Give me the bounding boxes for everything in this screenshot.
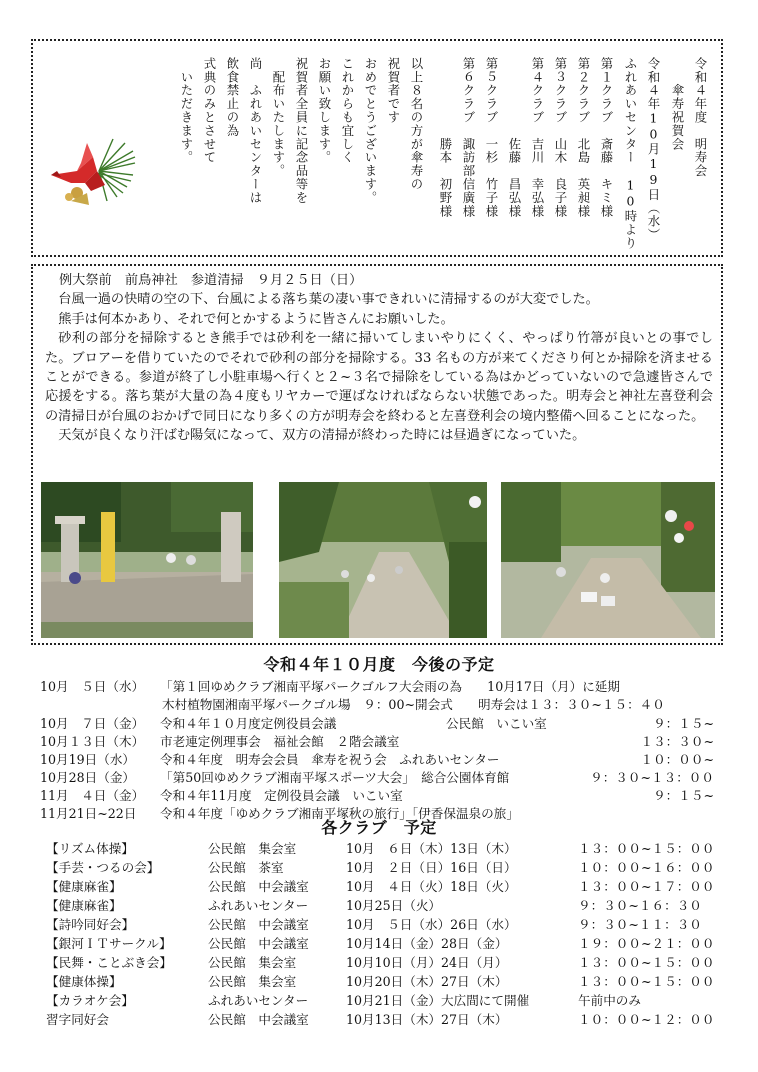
club-venue: 公民館 中会議室 [208,917,309,932]
notice-line: 第１クラブ 斎藤 キミ様 [599,57,614,218]
club-venue: 公民館 集会室 [208,841,297,856]
club-row [0,857,758,877]
club-time: １３：００~１５：００ [578,974,715,989]
schedule-date: 10月１３日（木） [40,734,145,749]
schedule-title: 令和４年１０月度 今後の予定 [263,655,495,674]
club-name: 【リズム体操】 [46,841,134,856]
schedule-time: ９：３０~１３：００ [590,770,714,785]
schedule-time: ９：１５~ [653,716,714,731]
club-row [0,838,758,858]
club-dates: 10月14日（金）28日（金） [346,936,508,951]
club-time: １３：００~１７：００ [578,879,715,894]
club-time: 午前中のみ [578,993,641,1008]
club-time: １３：００~１５：００ [578,955,715,970]
article-paragraph: 熊手は何本かあり、それで何とかするように皆さんにお願いした。 [58,311,454,327]
notice-line: 以上８名の方が傘寿の [409,57,424,191]
club-name: 【民舞・ことぶき会】 [46,955,172,970]
schedule-event: 令和４年11月度 定例役員会議 いこい室 [160,788,403,803]
club-dates: 10月 ２日（日）16日（日） [346,860,517,875]
club-venue: ふれあいセンター [208,993,309,1008]
notice-box [31,39,723,257]
club-row [0,971,758,991]
club-dates: 10月20日（木）27日（木） [346,974,508,989]
club-dates: 10月21日（金）大広間にて開催 [346,993,530,1008]
photo-path-sweeping [279,482,487,638]
club-dates: 10月 ６日（木）13日（木） [346,841,517,856]
notice-line: 第６クラブ 諏訪部信廣様 [461,57,476,218]
schedule-event: 「第１回ゆめクラブ湘南平塚パークゴルフ大会雨の為 10月17日（月）に延期 [160,679,620,694]
club-name: 【健康体操】 [46,974,122,989]
notice-line: 勝本 初野様 [438,57,453,218]
club-dates: 10月13日（木）27日（木） [346,1012,508,1027]
schedule-event: 木村植物園湘南平塚パークゴル場 ９：00~開会式 明寿会は１３：３０~１５：４０ [162,697,665,712]
club-row [0,990,758,1010]
club-dates: 10月25日（火） [346,898,442,913]
club-dates: 10月 ４日（火）18日（火） [346,879,517,894]
article-heading: 例大祭前 前鳥神社 参道清掃 ９月２５日（日） [59,273,363,288]
clubs-title: 各クラブ 予定 [321,818,437,837]
club-time: ９：３０~１６：３０ [578,898,702,913]
club-time: ９：３０~１１：３０ [578,917,702,932]
schedule-date: 10月19日（水） [40,752,136,767]
club-row [0,876,758,896]
notice-line: 第４クラブ 吉川 幸弘様 [530,57,545,218]
club-row [0,952,758,972]
schedule-event: 令和４年度「ゆめクラブ湘南平塚秋の旅行」「伊香保温泉の旅」 [160,806,519,821]
club-time: １９：００~２１：００ [578,936,715,951]
notice-line: 第３クラブ 山木 良子様 [553,57,568,218]
club-venue: 公民館 集会室 [208,955,297,970]
schedule-event: 「第50回ゆめクラブ湘南平塚スポーツ大会」 総合公園体育館 [160,770,510,785]
club-row [0,895,758,915]
club-name: 【健康麻雀】 [46,879,122,894]
club-name: 【詩吟同好会】 [46,917,135,932]
paper-crane-pine-icon [47,131,139,213]
notice-line: 佐藤 昌弘様 [507,57,522,218]
notice-line: 尚 ふれあいセンターは [248,57,263,205]
cleanup-article [45,271,713,446]
notice-line: 式典のみとさせて [202,57,217,165]
photo-volunteers-bags [501,482,715,638]
club-name: 習字同好会 [46,1012,109,1027]
schedule-date: 10月 ７日（金） [40,716,145,731]
schedule-time: １０：００~ [640,752,714,767]
club-row [0,933,758,953]
schedule-place: 公民館 いこい室 [446,716,547,731]
schedule-event: 市老連定例理事会 福祉会館 ２階会議室 [160,734,400,749]
notice-line: 祝賀者です [386,57,401,124]
club-venue: 公民館 中会議室 [208,1012,309,1027]
club-time: １０：００~１６：００ [578,860,715,875]
club-row [0,1009,758,1029]
cleanup-article-box [31,264,723,645]
schedule-time: １３：３０~ [640,734,714,749]
club-name: 【カラオケ会】 [46,993,134,1008]
club-venue: 公民館 中会議室 [208,879,309,894]
schedule-event: 令和４年度 明寿会会員 傘寿を祝う会 ふれあいセンター [160,752,500,767]
notice-line: 飲食禁止の為 [225,57,240,138]
schedule-date: 11月 ４日（金） [40,788,145,803]
schedule-date: 10月28日（金） [40,770,136,785]
club-venue: 公民館 茶室 [208,860,284,875]
club-name: 【手芸・つるの会】 [46,860,160,875]
notice-line: おめでとうございます。 [363,57,378,205]
schedule-date: 11月21日~22日 [40,806,137,821]
article-paragraph: 天気が良くなり汗ばむ陽気になって、双方の清掃が終わった時には昼過ぎになっていた。 [58,428,586,444]
notice-line: 配布いたします。 [271,57,286,178]
club-venue: ふれあいセンター [208,898,309,913]
notice-line: いただきます。 [179,57,194,165]
club-venue: 公民館 集会室 [208,974,297,989]
notice-line: 祝賀者全員に記念品等を [294,57,309,205]
notice-line: 傘寿祝賀会 [670,57,685,151]
article-paragraph: 砂利の部分を掃除するとき熊手では砂利を一緒に掃いてしまいやりにくく、やっぱり竹箒が良いとの事でした。ブロアーを借りていたのでそれで砂利の部分を掃除する。33 名もの方が来てくださり何とか掃除を済ませることができる。参道が終了し小駐車場へ行くと２~３名で掃除をしている為はかどっていないので急遽皆さんで応援をする。落ち葉が大量の為４度もリヤカーで運ばなければならない状態であった。明寿会と神社左喜登利会の清掃日が台風のおかげで同日になり多くの方が明寿会を終わると左喜登利会の境内整備へ回ることになった。 [45,331,713,424]
article-paragraph: 台風一過の快晴の空の下、台風による落ち葉の凄い事できれいに清掃するのが大変でした。 [58,292,599,308]
schedule-date: 10月 ５日（水） [40,679,145,694]
club-dates: 10月10日（月）24日（月） [346,955,508,970]
notice-line: これからも宜しく [340,57,355,165]
notice-line: 第２クラブ 北島 英昶様 [576,57,591,218]
notice-line: 第５クラブ 一杉 竹子様 [484,57,499,218]
club-name: 【健康麻雀】 [46,898,122,913]
club-time: １３：００~１５：００ [578,841,715,856]
notice-line: 令和４年度 明寿会 [693,57,708,178]
schedule-time: ９：１５~ [653,788,714,803]
photo-shrine-approach [41,482,253,638]
club-name: 【銀河ＩＴサークル】 [46,936,172,951]
club-dates: 10月 ５日（水）26日（水） [346,917,517,932]
notice-line: ふれあいセンター 10時より [623,57,638,250]
notice-line: お願い致します。 [317,57,332,165]
notice-line: 令和４年10月19日（水） [646,57,661,242]
club-row [0,914,758,934]
club-time: １０：００~１２：００ [578,1012,715,1027]
club-venue: 公民館 中会議室 [208,936,309,951]
schedule-event: 令和４年１０月度定例役員会議 [160,716,337,731]
